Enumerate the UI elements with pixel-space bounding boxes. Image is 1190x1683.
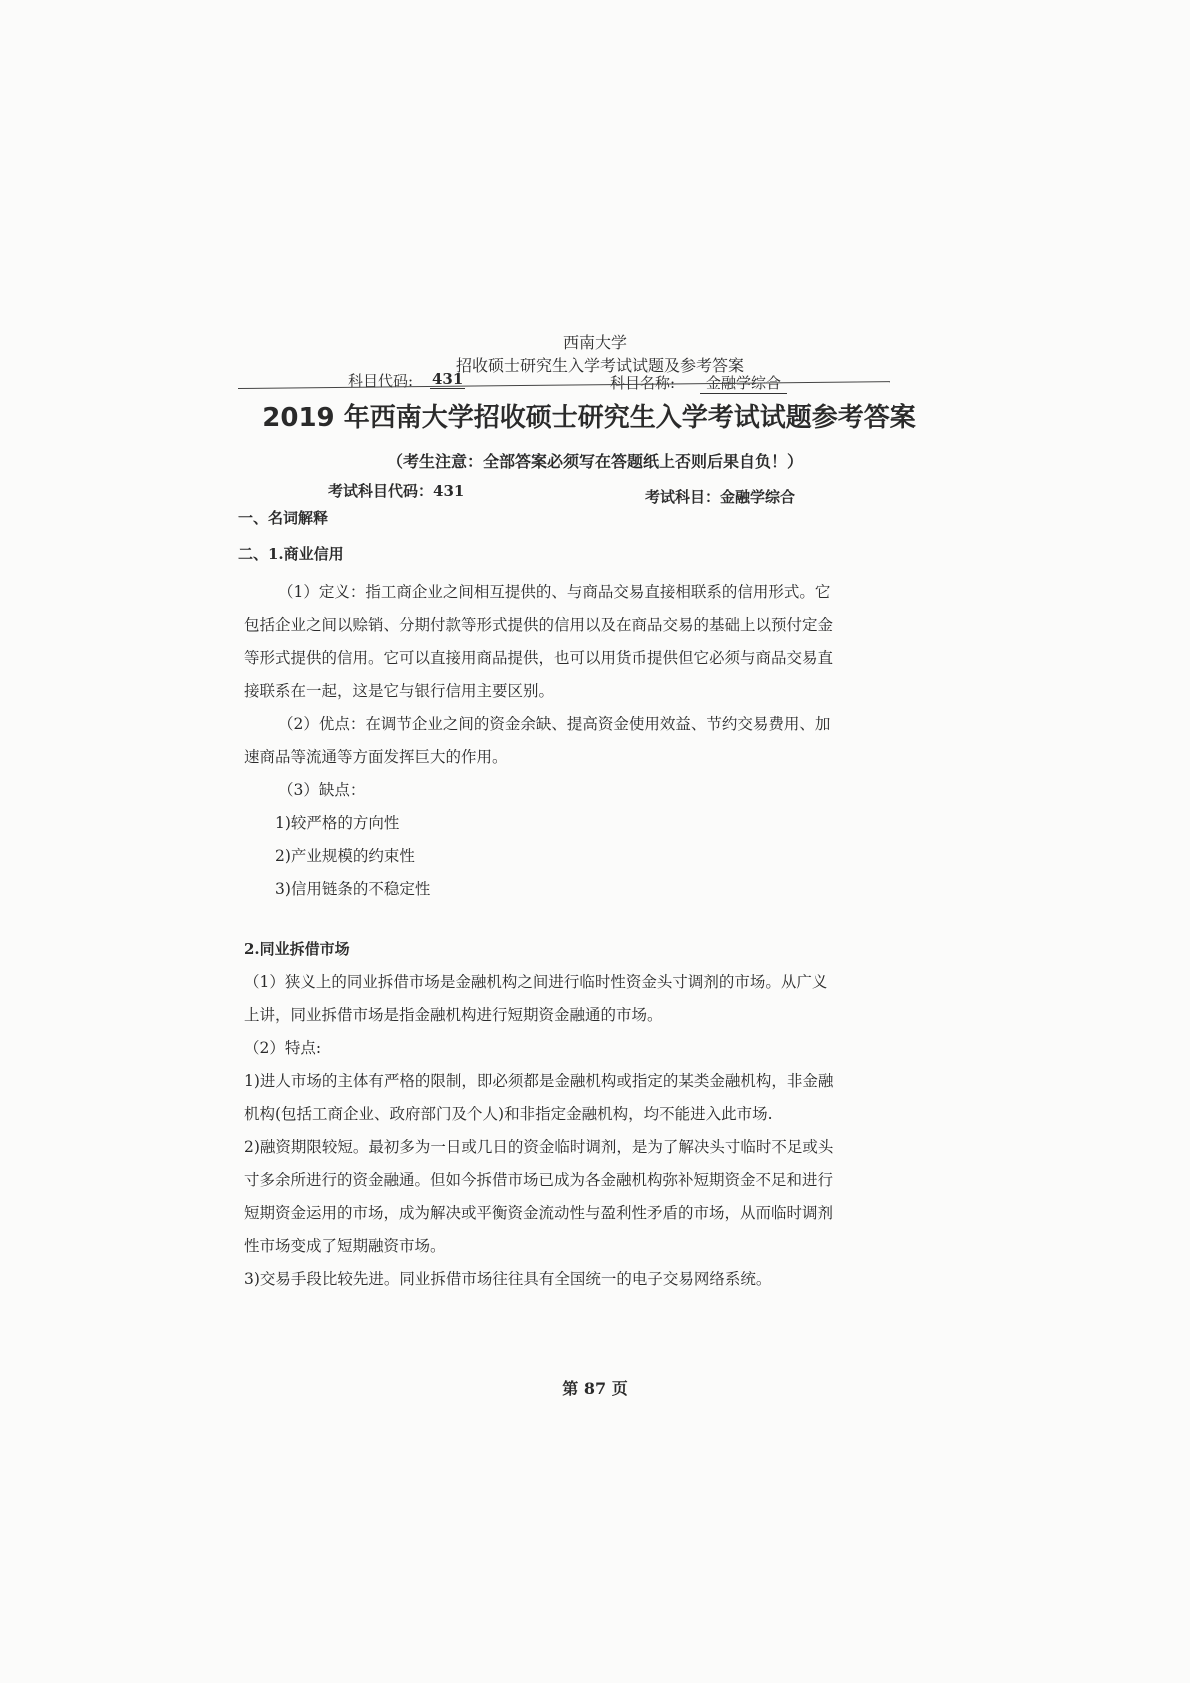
item2-feature2-line1: 2)融资期限较短。最初多为一日或几日的资金临时调剂，是为了解决头寸临时不足或头 (244, 1138, 834, 1156)
page-number: 第 87 页 (562, 1379, 628, 1398)
item1-disadvantage-2: 2)产业规模的约束性 (275, 847, 415, 865)
header-title: 招收硕士研究生入学考试试题及参考答案 (455, 356, 744, 375)
section-heading-2: 二、1.商业信用 (238, 545, 344, 563)
exam-code: 考试科目代码：431 (328, 482, 465, 500)
item2-features-label: （2）特点: (244, 1039, 322, 1057)
item2-feature2-line4: 性市场变成了短期融资市场。 (244, 1237, 446, 1255)
header-rule (238, 381, 890, 389)
header-subject-value: 金融学综合 (700, 372, 787, 394)
document-title: 2019 年西南大学招收硕士研究生入学考试试题参考答案 (262, 403, 916, 433)
item2-feature1-line1: 1)进人市场的主体有严格的限制，即必须都是金融机构或指定的某类金融机构，非金融 (244, 1072, 834, 1090)
header-school: 西南大学 (562, 333, 627, 352)
header-code-label: 科目代码: (348, 372, 414, 390)
exam-notice: （考生注意：全部答案必须写在答题纸上否则后果自负！） (386, 452, 803, 471)
item1-advantages-line1: （2）优点：在调节企业之间的资金余缺、提高资金使用效益、节约交易费用、加 (278, 715, 831, 733)
item1-disadvantage-1: 1)较严格的方向性 (275, 814, 400, 832)
item1-definition-line1: （1）定义：指工商企业之间相互提供的、与商品交易直接相联系的信用形式。它 (278, 583, 831, 601)
item1-definition-line4: 接联系在一起，这是它与银行信用主要区别。 (244, 682, 555, 700)
item1-disadvantages-label: （3）缺点： (278, 781, 366, 799)
item1-definition-line2: 包括企业之间以赊销、分期付款等形式提供的信用以及在商品交易的基础上以预付定金 (244, 616, 834, 634)
item2-definition-line2: 上讲，同业拆借市场是指金融机构进行短期资金融通的市场。 (244, 1006, 663, 1024)
section-heading-1: 一、名词解释 (238, 509, 329, 527)
header-code-value: 431 (432, 370, 464, 388)
item2-feature3: 3)交易手段比较先进。同业拆借市场往往具有全国统一的电子交易网络系统。 (244, 1270, 772, 1288)
item2-feature2-line2: 寸多余所进行的资金融通。但如今拆借市场已成为各金融机构弥补短期资金不足和进行 (244, 1171, 834, 1189)
item1-definition-line3: 等形式提供的信用。它可以直接用商品提供，也可以用货币提供但它必须与商品交易直 (244, 649, 834, 667)
item2-definition-line1: （1）狭义上的同业拆借市场是金融机构之间进行临时性资金头寸调剂的市场。从广义 (244, 973, 828, 991)
header-subject-label: 科目名称: (610, 374, 676, 392)
item1-advantages-line2: 速商品等流通等方面发挥巨大的作用。 (244, 748, 508, 766)
item2-feature2-line3: 短期资金运用的市场，成为解决或平衡资金流动性与盈利性矛盾的市场，从而临时调剂 (244, 1204, 834, 1222)
section-heading-3: 2.同业拆借市场 (244, 940, 350, 958)
item1-disadvantage-3: 3)信用链条的不稳定性 (275, 880, 431, 898)
exam-subject: 考试科目：金融学综合 (645, 488, 796, 506)
item2-feature1-line2: 机构(包括工商企业、政府部门及个人)和非指定金融机构，均不能进入此市场. (244, 1105, 773, 1123)
